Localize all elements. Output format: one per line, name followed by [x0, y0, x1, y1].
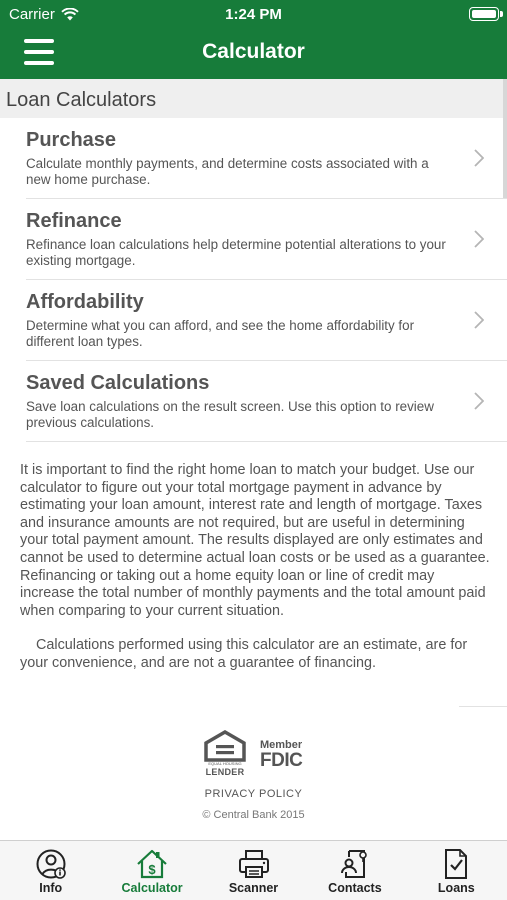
item-title: Saved Calculations: [26, 372, 210, 394]
equal-housing-lender-logo: [203, 730, 247, 778]
tab-bar: [0, 840, 507, 900]
item-description: Save loan calculations on the result screen. Use this option to review previous calculations.: [26, 399, 434, 430]
item-description: Refinance loan calculations help determine potential alterations to your existing mortgage.: [26, 237, 446, 268]
battery-icon: [469, 7, 499, 21]
status-time: 1:24 PM: [225, 6, 282, 23]
chevron-right-icon: [474, 311, 484, 329]
tab-scanner[interactable]: [203, 841, 304, 900]
status-bar: [0, 0, 507, 28]
section-title: Loan Calculators: [6, 89, 157, 111]
tab-label: Contacts: [328, 881, 382, 895]
app-header: [0, 0, 507, 79]
equal-housing-icon: [203, 730, 247, 762]
list-item-saved-calculations[interactable]: [0, 361, 507, 442]
list-item-refinance[interactable]: [0, 199, 507, 280]
footer-logos: [0, 730, 507, 780]
tab-label: Loans: [437, 881, 475, 895]
printer-scanner-icon: [237, 848, 271, 880]
svg-text:$: $: [148, 862, 156, 877]
tab-loans[interactable]: [406, 841, 507, 900]
disclaimer-text: [20, 462, 490, 673]
list-item-purchase[interactable]: [0, 118, 507, 199]
info-person-icon: [35, 848, 67, 880]
item-title: Affordability: [26, 291, 144, 313]
list-item-affordability[interactable]: [0, 280, 507, 361]
fdic-name-text: FDIC: [260, 750, 303, 771]
tab-label: Scanner: [228, 881, 279, 895]
calculator-house-icon: [135, 848, 169, 880]
page-title: Calculator: [202, 40, 305, 63]
fdic-member-text: Member: [260, 739, 303, 751]
tab-contacts[interactable]: [304, 841, 405, 900]
item-title: Refinance: [26, 210, 122, 232]
calculator-list: [0, 118, 507, 442]
divider: [459, 706, 507, 707]
chevron-right-icon: [474, 149, 484, 167]
carrier-label: Carrier: [9, 6, 55, 23]
item-description: Calculate monthly payments, and determine costs associated with a new home purchase.: [26, 156, 429, 187]
copyright-text: © Central Bank 2015: [202, 809, 305, 821]
item-description: Determine what you can afford, and see the home affordability for different loan types.: [26, 318, 415, 349]
tab-calculator[interactable]: [101, 841, 202, 900]
contacts-icon: [339, 848, 371, 880]
chevron-right-icon: [474, 392, 484, 410]
disclaimer-paragraph: Calculations performed using this calculator are an estimate, are for your convenience, and are not a guarantee of financing.: [20, 637, 468, 671]
nav-bar: [0, 28, 507, 79]
loans-document-icon: [442, 848, 470, 880]
disclaimer-paragraph: It is important to find the right home loan to match your budget. Use our calculator to figure out your total mortgage payment in advance by estimating your loan amount, interest rate and length of mortgage. Taxes and insurance amounts are not required, but are useful in determining your total payment amount. The results displayed are only estimates and cannot be used to determine actual loan costs or be used as a guarantee. Refinancing or taking out a home equity loan or line of credit may increase the total number of monthly payments and the total amount paid when comparing to your current situation.: [20, 462, 490, 619]
fdic-logo: [260, 740, 310, 770]
ehl-small-text: EQUAL HOUSING: [208, 761, 242, 766]
section-header: [0, 79, 507, 118]
chevron-right-icon: [474, 230, 484, 248]
tab-label: Calculator: [121, 881, 183, 895]
item-title: Purchase: [26, 129, 117, 151]
ehl-lender-text: LENDER: [205, 767, 245, 777]
tab-label: Info: [39, 881, 63, 895]
privacy-policy-link[interactable]: PRIVACY POLICY: [204, 788, 303, 800]
tab-info[interactable]: [0, 841, 101, 900]
